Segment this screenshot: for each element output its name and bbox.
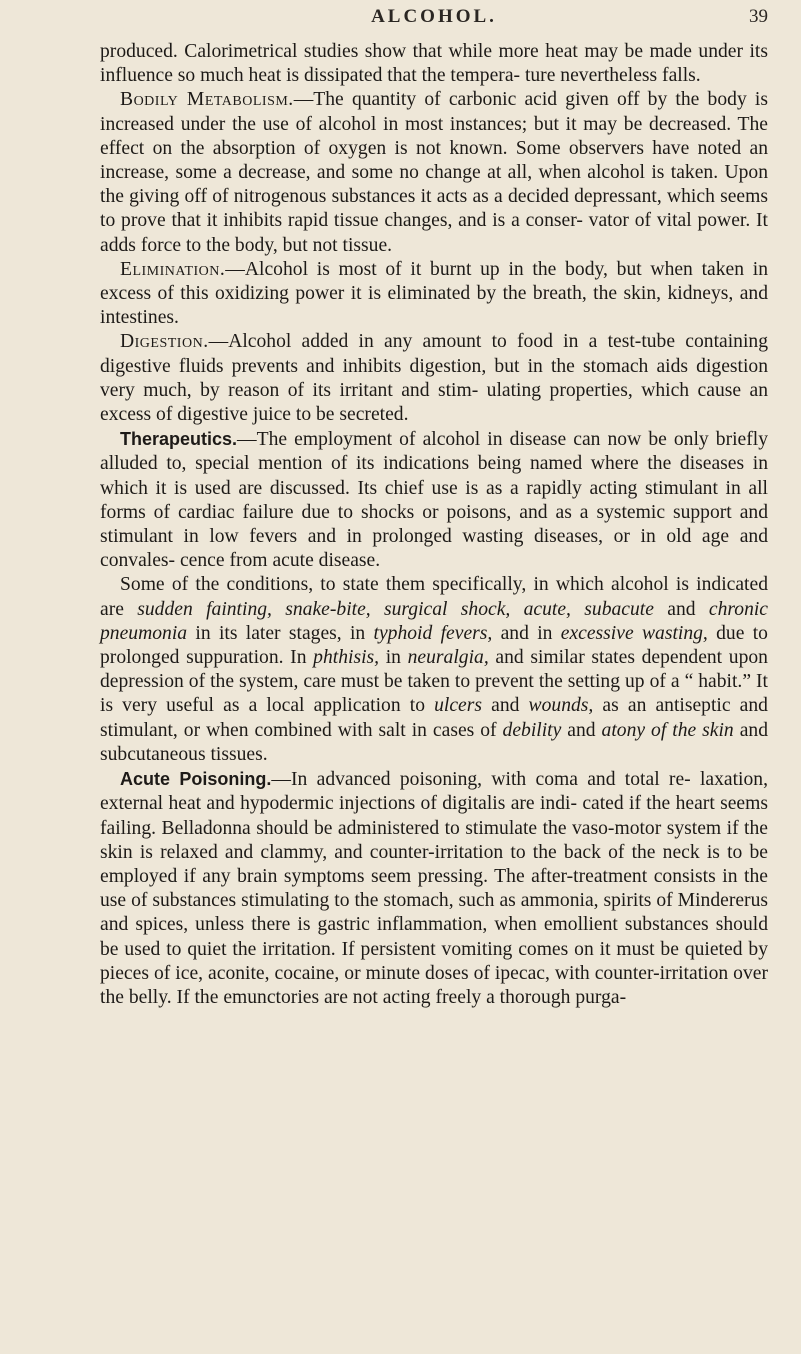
text-segment: and similar states dependent upon depression of the system, care must be taken to prevent the setting up of a “ habit.” It is very useful as a local application to	[100, 647, 768, 717]
italic-term: phthisis,	[313, 647, 380, 669]
paragraph-bodily-metabolism	[100, 88, 768, 257]
section-heading-elimination: Elimination.	[120, 258, 226, 280]
text-segment: in its later stages, in	[187, 622, 374, 644]
italic-term: wounds,	[528, 695, 594, 717]
paragraph-therapeutics	[100, 427, 768, 573]
text-segment: in	[379, 647, 408, 669]
text-segment: as an antiseptic and stimulant, or when combined with salt in cases of	[100, 695, 768, 741]
page-header	[100, 6, 768, 32]
text-segment: and subcutaneous tissues.	[100, 719, 768, 765]
italic-term: neuralgia,	[407, 647, 489, 669]
page-number: 39	[749, 6, 768, 27]
text-segment: and	[653, 598, 709, 620]
italic-term: ulcers	[434, 695, 482, 717]
text-segment: due to prolonged suppuration. In	[100, 622, 768, 669]
italic-term: excessive wasting,	[560, 622, 708, 644]
paragraph-indications	[100, 573, 768, 767]
italic-term: atony of the skin	[601, 719, 734, 741]
italic-term: debility	[502, 719, 562, 741]
section-heading-therapeutics: Therapeutics.	[120, 429, 238, 450]
paragraph-text: —Alcohol is most of it burnt up in the body, but when taken in excess of this oxidizing power it is eliminated by the breath, the skin, kidneys, and intestines.	[100, 258, 768, 329]
paragraph-digestion	[100, 330, 768, 427]
paragraph-text: —In advanced poisoning, with coma and total re- laxation, external heat and hypodermic injections of digitalis are indi- cated if the heart seems failing. Belladonna should be administered to stimulate the vaso-motor system if the skin is relaxed and clammy, and counter-irritation to the back of the neck is to be employed if any brain symptoms seem pressing. The after-treatment consists in the use of substances stimulating to the stomach, such as ammonia, spirits of Mindererus and spices, unless there is gastric inflammation, when emollient substances should be used to quiet the irritation. If persistent vomiting comes on it must be quieted by pieces of ice, aconite, cocaine, or minute doses of ipecac, with counter-irritation over the belly. If the emunctories are not acting freely a thorough purga-	[100, 769, 768, 1008]
text-segment: Some of the conditions, to state them specifically, in which alcohol is indicated are	[100, 574, 768, 620]
paragraph-acute-poisoning	[100, 767, 768, 1010]
paragraph-continuation	[100, 40, 768, 88]
text-segment: and	[561, 719, 602, 741]
paragraph-text: produced. Calorimetrical studies show that while more heat may be made under its influence so much heat is dissipated that the tempera- ture nevertheless falls.	[100, 41, 768, 87]
italic-term: chronic pneumonia	[100, 598, 769, 644]
section-heading-bodily-metabolism: Bodily Metabolism.	[120, 89, 294, 111]
italic-term: sudden fainting, snake-bite, surgical shock, acute, subacute	[137, 598, 654, 620]
section-heading-digestion: Digestion.	[120, 331, 209, 353]
running-head: ALCOHOL.	[371, 6, 497, 27]
text-segment: and in	[492, 622, 561, 644]
paragraph-text: —The employment of alcohol in disease can now be only briefly alluded to, special mention of its indications being named where the diseases in which it is used are discussed. Its chief use is as a rapidly acting stimulant in all forms of cardiac failure due to shocks or poisons, and as a systemic support and stimulant in low fevers and in prolonged wasting diseases, or in old age and convales- cence from acute disease.	[100, 429, 768, 572]
paragraph-text: —Alcohol added in any amount to food in a test-tube containing digestive fluids prevents and inhibits digestion, but in the stomach aids digestion very much, by reason of its irritant and stim- ulating properties, which cause an excess of digestive juice to be secreted.	[100, 331, 768, 426]
paragraph-text: —The quantity of carbonic acid given off by the body is increased under the use of alcohol in most instances; but it may be decreased. The effect on the absorption of oxygen is not known. Some observers have noted an increase, some a decrease, and some no change at all, when alcohol is taken. Upon the giving off of nitrogenous substances it acts as a decided depressant, which seems to prove that it inhibits rapid tissue changes, and is a conser- vator of vital power. It adds force to the body, but not tissue.	[100, 89, 768, 256]
italic-term: typhoid fevers,	[373, 622, 493, 644]
section-heading-acute-poisoning: Acute Poisoning.	[120, 769, 272, 790]
text-segment: and	[482, 695, 529, 717]
body-text	[100, 40, 768, 1010]
paragraph-elimination	[100, 258, 768, 331]
